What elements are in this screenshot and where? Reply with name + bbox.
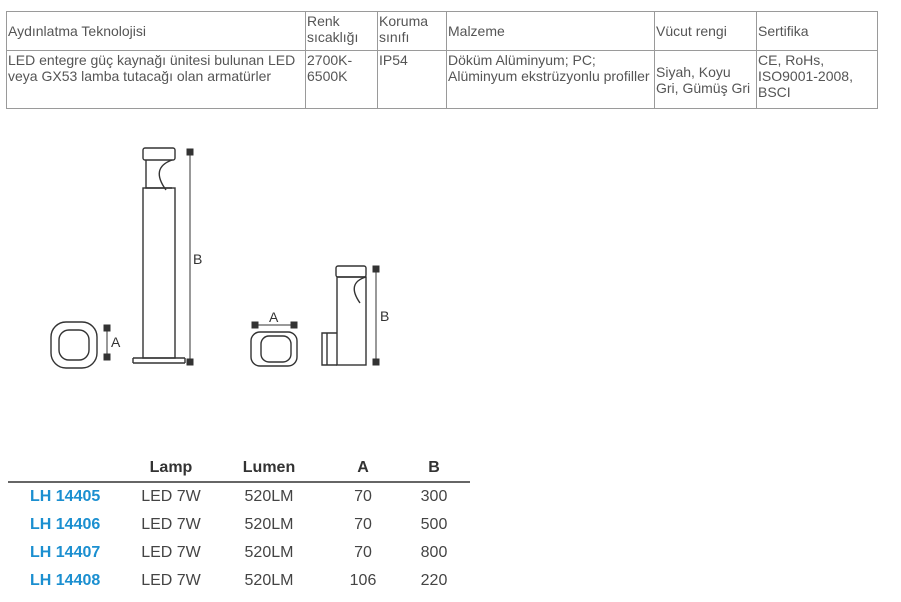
model-a: 106 xyxy=(349,572,377,589)
spec-header-certificate: Sertifika xyxy=(757,12,878,51)
model-row xyxy=(8,511,470,539)
model-code: LH 14405 xyxy=(30,488,101,505)
model-a: 70 xyxy=(354,488,372,505)
model-table xyxy=(8,455,470,595)
spec-header-body-color: Vücut rengi xyxy=(655,12,757,51)
top-view-left xyxy=(51,322,97,368)
top-view-middle xyxy=(251,332,297,366)
model-lumen: 520LM xyxy=(244,488,294,505)
model-lumen: 520LM xyxy=(244,544,294,561)
model-row xyxy=(8,539,470,567)
label-a-left: A xyxy=(111,334,121,350)
label-b-tall: B xyxy=(193,251,203,267)
model-header-b: B xyxy=(398,455,470,482)
model-header-code xyxy=(8,455,132,482)
spec-header-color-temp: Renk sıcaklığı xyxy=(306,12,378,51)
tall-bollard xyxy=(133,148,185,363)
spec-header-technology: Aydınlatma Teknolojisi xyxy=(7,12,306,51)
label-a-middle: A xyxy=(269,309,279,325)
spec-value-material: Döküm Alüminyum; PC; Alüminyum ekstrüzyonlu profiller xyxy=(447,51,655,109)
model-code: LH 14407 xyxy=(30,544,101,561)
spec-value-technology: LED entegre güç kaynağı ünitesi bulunan LED veya GX53 lamba tutacağı olan armatürler xyxy=(7,51,306,109)
model-header-lamp: Lamp xyxy=(132,455,210,482)
model-lumen: 520LM xyxy=(244,516,294,533)
dimension-b-short xyxy=(373,266,379,365)
model-lumen: 520LM xyxy=(244,572,294,589)
spec-value-body-color: Siyah, Koyu Gri, Gümüş Gri xyxy=(655,51,757,109)
model-code: LH 14406 xyxy=(30,516,101,533)
short-bollard xyxy=(322,266,366,365)
spec-value-certificate: CE, RoHs, ISO9001-2008, BSCI xyxy=(757,51,878,109)
model-lamp: LED 7W xyxy=(141,572,201,589)
spec-value-color-temp: 2700K-6500K xyxy=(306,51,378,109)
model-b: 500 xyxy=(420,516,448,533)
dimension-a-left xyxy=(104,325,110,360)
model-header-row xyxy=(8,455,470,482)
model-b: 220 xyxy=(420,572,448,589)
model-row xyxy=(8,482,470,511)
spec-header-protection: Koruma sınıfı xyxy=(378,12,447,51)
model-b: 800 xyxy=(420,544,448,561)
model-header-lumen: Lumen xyxy=(210,455,328,482)
model-row xyxy=(8,567,470,595)
model-lamp: LED 7W xyxy=(141,488,201,505)
model-a: 70 xyxy=(354,516,372,533)
model-code: LH 14408 xyxy=(30,572,101,589)
label-b-short: B xyxy=(380,308,390,324)
spec-value-protection: IP54 xyxy=(378,51,447,109)
model-header-a: A xyxy=(328,455,398,482)
spec-header-material: Malzeme xyxy=(447,12,655,51)
model-lamp: LED 7W xyxy=(141,544,201,561)
model-b: 300 xyxy=(420,488,448,505)
model-a: 70 xyxy=(354,544,372,561)
model-lamp: LED 7W xyxy=(141,516,201,533)
